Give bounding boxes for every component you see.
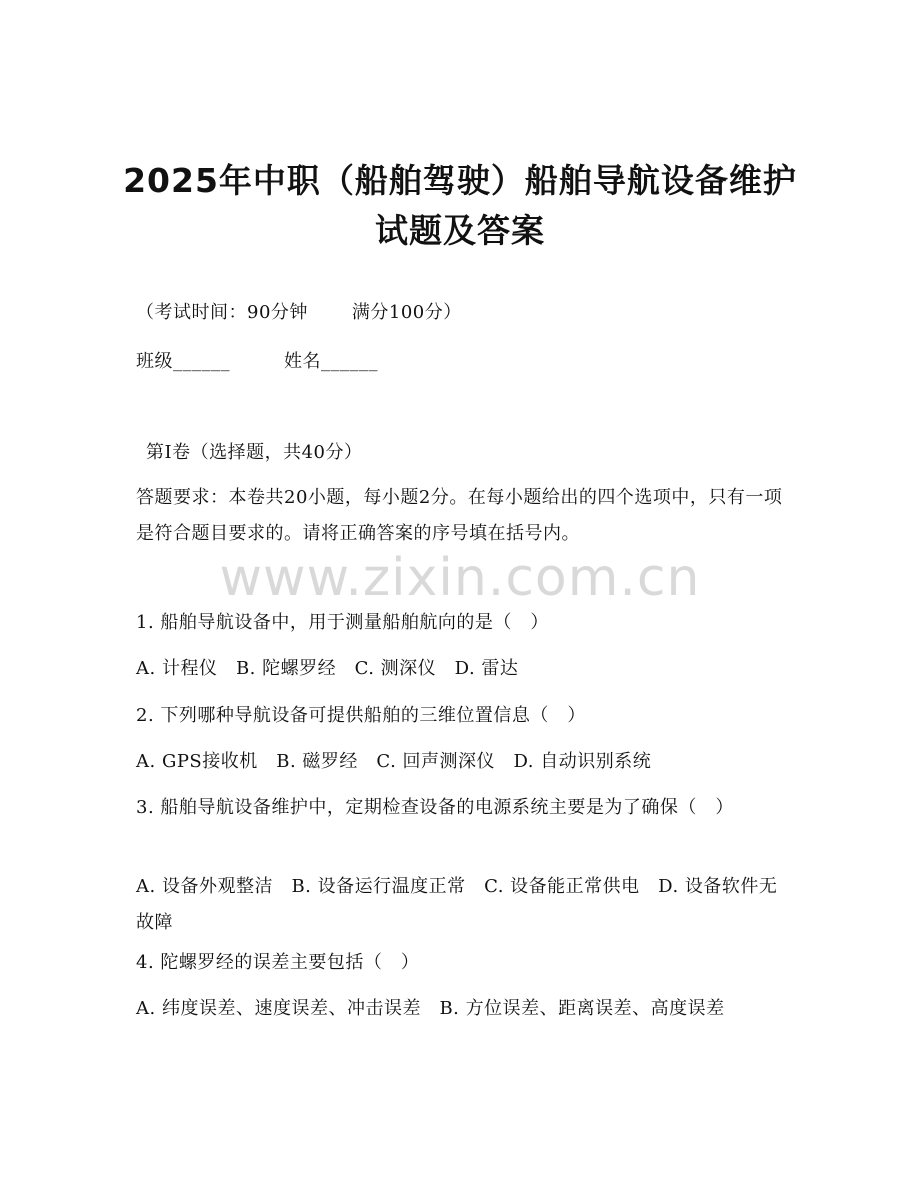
watermark: www.zixin.com.cn (219, 548, 701, 608)
section-heading: 第Ⅰ卷（选择题，共40分） (146, 442, 363, 463)
question-1-stem: 1. 船舶导航设备中，用于测量船舶航向的是（ ） (136, 612, 549, 633)
document-title-line1: 2025年中职（船舶驾驶）船舶导航设备维护 (123, 161, 797, 200)
student-info-line (136, 349, 786, 375)
full-score: 满分100分） (351, 302, 462, 323)
document-title-line2: 试题及答案 (375, 211, 545, 250)
question-3-stem: 3. 船舶导航设备维护中，定期检查设备的电源系统主要是为了确保（ ） (136, 797, 734, 818)
question-2-options: A. GPS接收机 B. 磁罗经 C. 回声测深仪 D. 自动识别系统 (136, 751, 652, 772)
time-limit: （考试时间：90分钟 (136, 302, 308, 323)
class-field: 班级______ (136, 351, 230, 372)
exam-info-line (136, 300, 786, 326)
question-4-stem: 4. 陀螺罗经的误差主要包括（ ） (136, 952, 420, 973)
name-field: 姓名______ (284, 351, 378, 372)
section-instructions: 答题要求：本卷共20小题，每小题2分。在每小题给出的四个选项中，只有一项是符合题目要求的。请将正确答案的序号填在括号内。 (136, 487, 783, 544)
question-4-options: A. 纬度误差、速度误差、冲击误差 B. 方位误差、距离误差、高度误差 (136, 998, 725, 1019)
question-3-options: A. 设备外观整洁 B. 设备运行温度正常 C. 设备能正常供电 D. 设备软件无故障 (136, 876, 778, 933)
question-2-stem: 2. 下列哪种导航设备可提供船舶的三维位置信息（ ） (136, 705, 586, 726)
question-1-options: A. 计程仪 B. 陀螺罗经 C. 测深仪 D. 雷达 (136, 658, 519, 679)
